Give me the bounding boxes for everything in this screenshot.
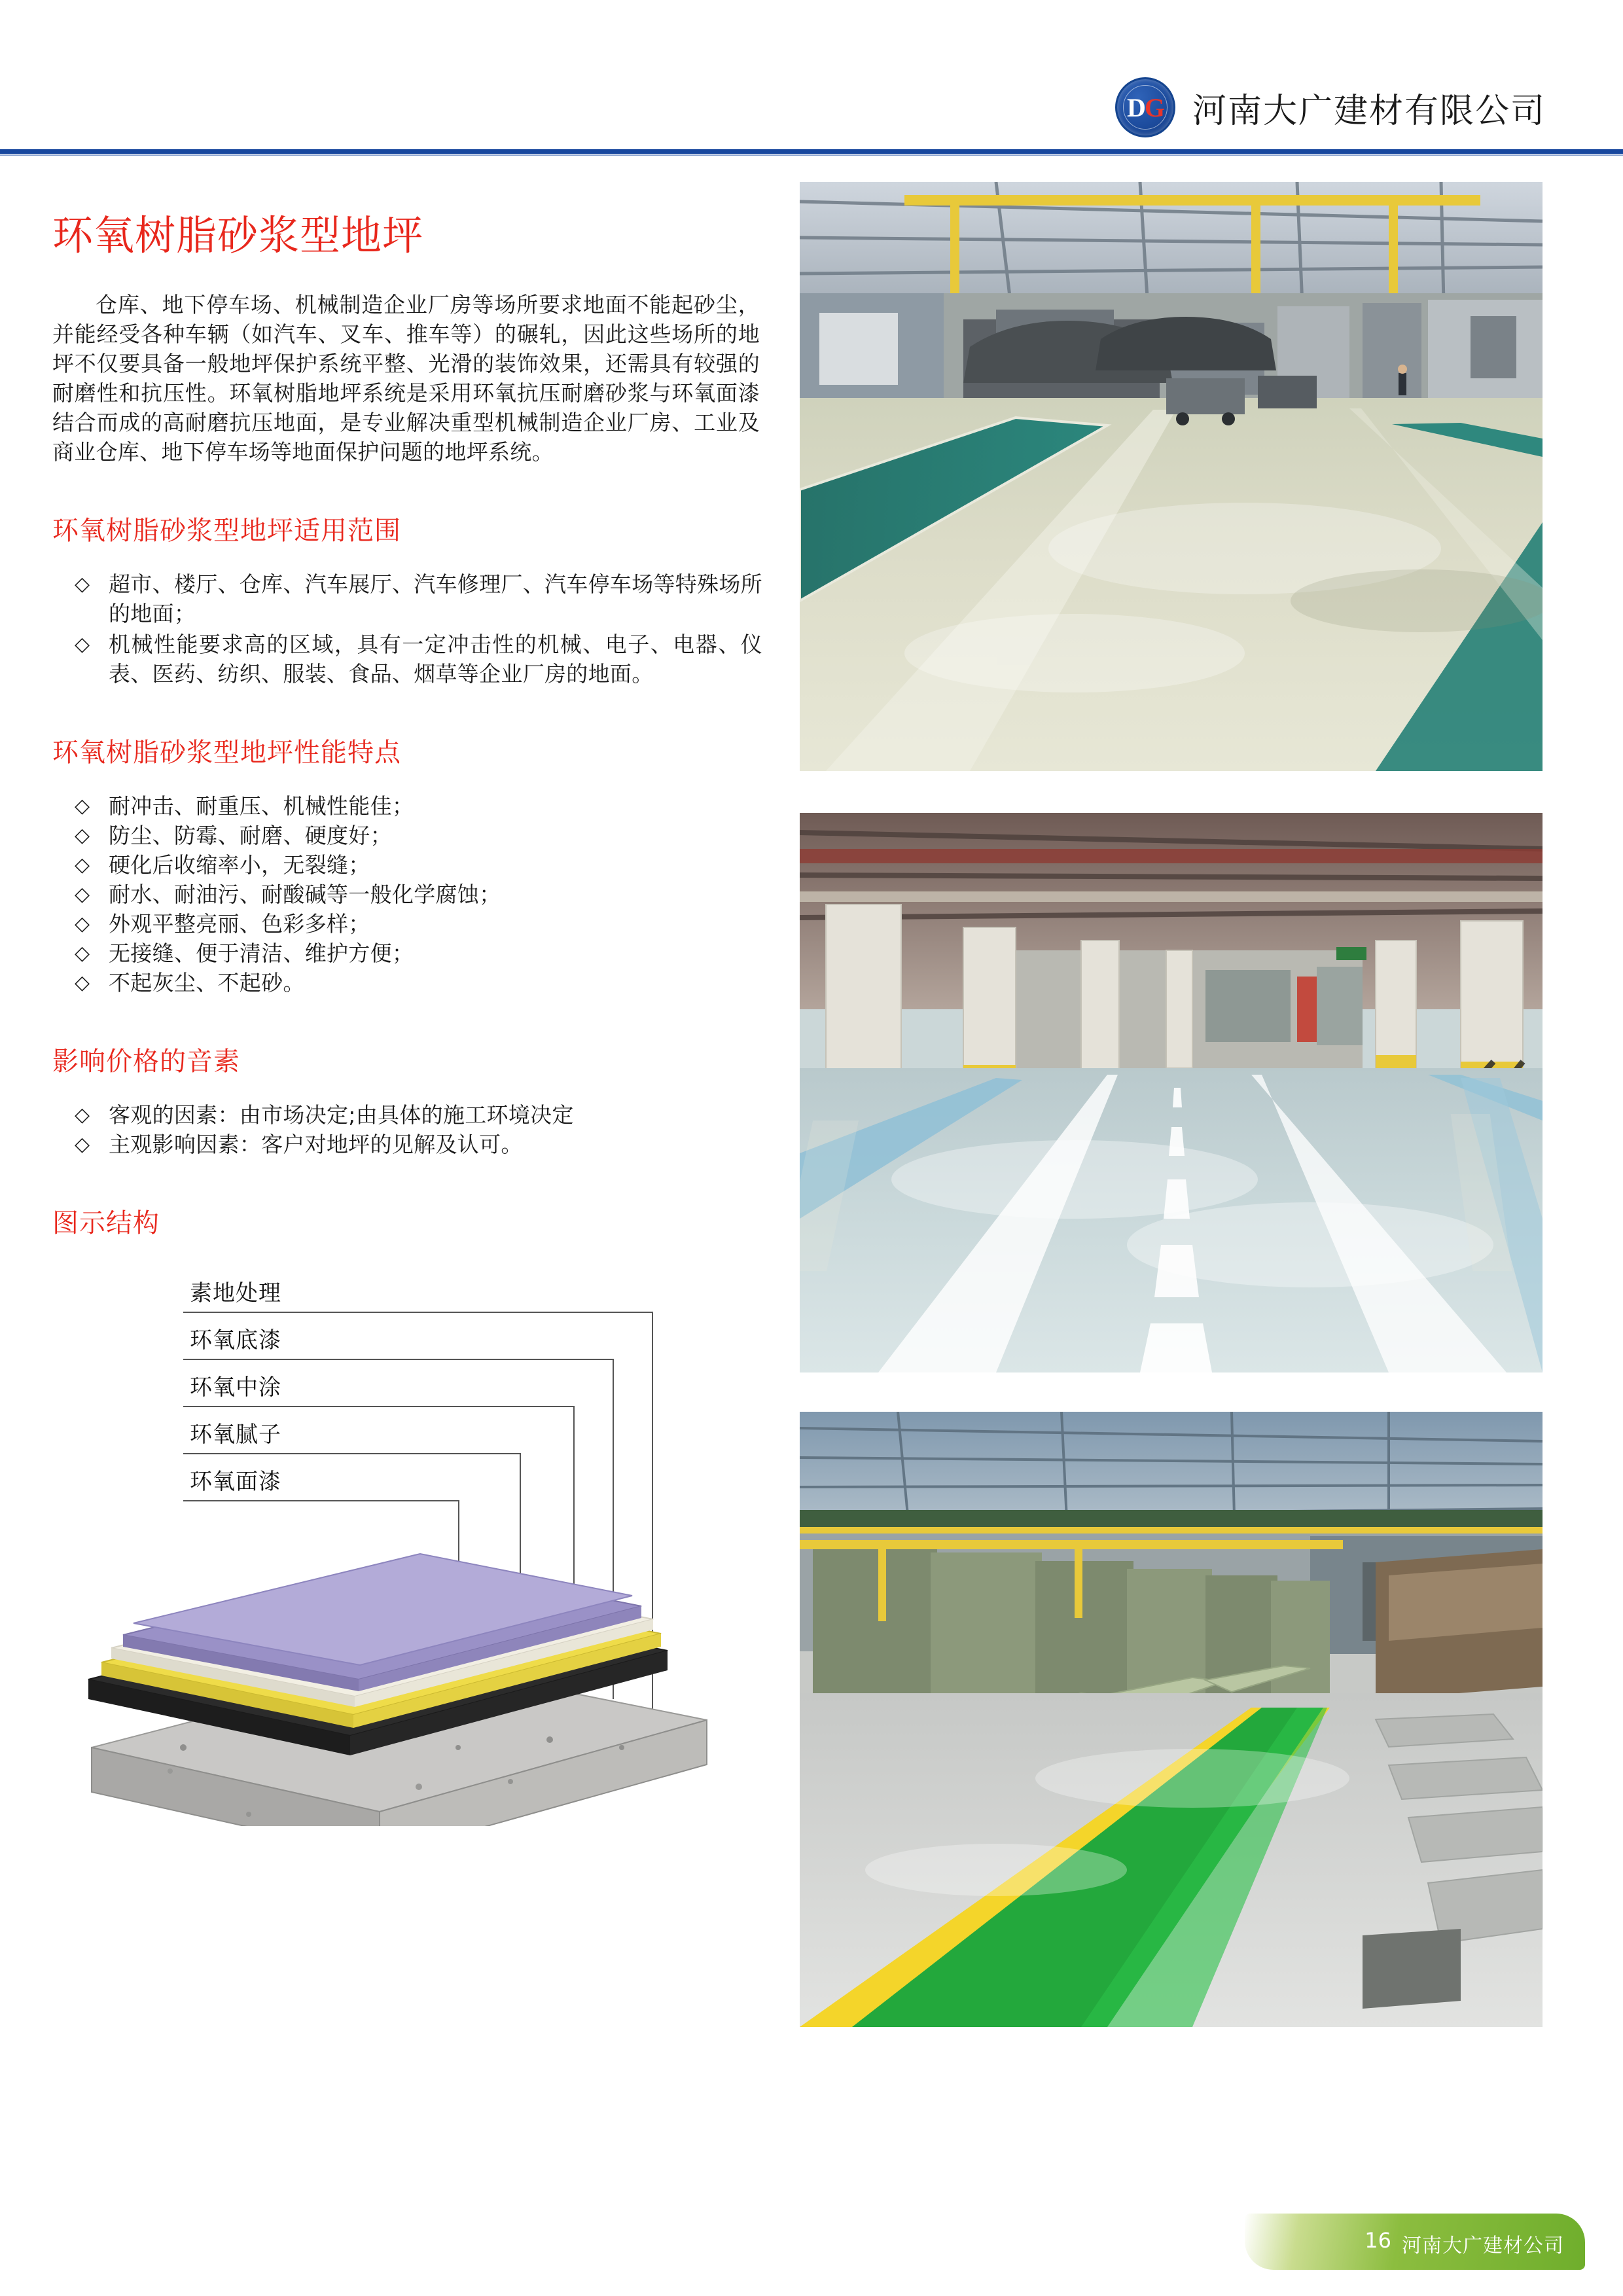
intro-paragraph: 仓库、地下停车场、机械制造企业厂房等场所要求地面不能起砂尘，并能经受各种车辆（如汽车、叉车、推车等）的碾轧，因此这些场所的地坪不仅要具备一般地坪保护系统平整、光滑的装饰效果，还需具有较强的耐磨性和抗压性。环氧树脂地坪系统是采用环氧抗压耐磨砂浆与环氧面漆结合而成的高耐磨抗压地面，是专业解决重型机械制造企业厂房、工业及商业仓库、地下停车场等地面保护问题的地坪系统。 bbox=[52, 292, 760, 465]
header-divider bbox=[0, 149, 1623, 154]
diagram-label-putty: 环氧腻子 bbox=[190, 1422, 281, 1448]
diamond-bullet-icon: ◇ bbox=[75, 795, 90, 817]
list-item bbox=[75, 939, 762, 968]
logo-glyph-g: G bbox=[1144, 92, 1164, 122]
list-item bbox=[75, 909, 762, 939]
leader-underline-1 bbox=[183, 1312, 353, 1313]
list-item bbox=[75, 630, 762, 689]
section-heading-price-factors: 影响价格的音素 bbox=[52, 1047, 240, 1077]
list-item-label: 超市、楼厅、仓库、汽车展厅、汽车修理厂、汽车停车场等特殊场所的地面； bbox=[109, 571, 762, 626]
diamond-bullet-icon: ◇ bbox=[75, 912, 90, 935]
leader-line-3 bbox=[352, 1406, 575, 1407]
diamond-bullet-icon: ◇ bbox=[75, 573, 90, 596]
leader-underline-5 bbox=[183, 1500, 353, 1501]
diamond-bullet-icon: ◇ bbox=[75, 971, 90, 994]
layer-structure-diagram bbox=[52, 1270, 785, 1820]
diagram-label-topcoat: 环氧面漆 bbox=[190, 1469, 281, 1495]
page-title: 环氧树脂砂浆型地坪 bbox=[52, 211, 424, 259]
photo-underground-parking-floor bbox=[800, 813, 1543, 1372]
list-item bbox=[75, 791, 762, 821]
list-item bbox=[75, 880, 762, 909]
list-item-label: 不起灰尘、不起砂。 bbox=[109, 970, 305, 996]
content-column bbox=[52, 203, 789, 1820]
leader-line-4 bbox=[352, 1453, 521, 1454]
section-heading-scope: 环氧树脂砂浆型地坪适用范围 bbox=[52, 516, 401, 546]
list-item bbox=[75, 821, 762, 850]
header-divider-secondary bbox=[0, 154, 1623, 156]
page-header bbox=[0, 0, 1623, 152]
leader-underline-4 bbox=[183, 1453, 353, 1454]
list-item bbox=[75, 1130, 762, 1159]
leader-underline-2 bbox=[183, 1359, 353, 1360]
diagram-label-midcoat: 环氧中涂 bbox=[190, 1374, 281, 1401]
section-heading-structure: 图示结构 bbox=[52, 1208, 160, 1238]
leader-line-5 bbox=[352, 1500, 459, 1501]
page-number: 16 bbox=[1364, 2228, 1391, 2253]
header-brand bbox=[1115, 77, 1546, 137]
list-item bbox=[75, 1100, 762, 1130]
features-list bbox=[52, 791, 789, 997]
leader-line-2 bbox=[352, 1359, 614, 1360]
list-item bbox=[75, 569, 762, 628]
list-item-label: 耐水、耐油污、耐酸碱等一般化学腐蚀； bbox=[109, 882, 501, 907]
list-item-label: 外观平整亮丽、色彩多样； bbox=[109, 911, 370, 937]
diagram-label-substrate: 素地处理 bbox=[190, 1280, 281, 1306]
diagram-label-group bbox=[190, 1270, 281, 1505]
footer-badge bbox=[1245, 2214, 1585, 2270]
list-item-label: 硬化后收缩率小，无裂缝； bbox=[109, 852, 370, 878]
leader-underline-3 bbox=[183, 1406, 353, 1407]
logo-glyph: DG bbox=[1126, 92, 1164, 122]
diamond-bullet-icon: ◇ bbox=[75, 824, 90, 847]
list-item-label: 客观的因素：由市场决定;由具体的施工环境决定 bbox=[109, 1102, 574, 1128]
list-item bbox=[75, 850, 762, 880]
company-name: 河南大广建材有限公司 bbox=[1192, 91, 1546, 131]
diamond-bullet-icon: ◇ bbox=[75, 942, 90, 965]
company-logo-icon bbox=[1115, 77, 1175, 137]
diamond-bullet-icon: ◇ bbox=[75, 1103, 90, 1126]
list-item-label: 防尘、防霉、耐磨、硬度好； bbox=[109, 823, 392, 848]
list-item-label: 主观影响因素：客户对地坪的见解及认可。 bbox=[109, 1132, 523, 1157]
leader-line-1 bbox=[352, 1312, 653, 1313]
list-item-label: 耐冲击、耐重压、机械性能佳； bbox=[109, 793, 414, 819]
diamond-bullet-icon: ◇ bbox=[75, 1133, 90, 1156]
photo-automotive-plant-floor bbox=[800, 182, 1543, 771]
layer-stack-illustration bbox=[52, 1551, 785, 1826]
list-item bbox=[75, 968, 762, 997]
list-item-label: 机械性能要求高的区域，具有一定冲击性的机械、电子、电器、仪表、医药、纺织、服装、食品、烟草等企业厂房的地面。 bbox=[109, 632, 762, 687]
footer-company-name: 河南大广建材公司 bbox=[1402, 2234, 1564, 2257]
section-heading-features: 环氧树脂砂浆型地坪性能特点 bbox=[52, 738, 401, 768]
scope-list bbox=[52, 569, 789, 689]
list-item-label: 无接缝、便于清洁、维护方便； bbox=[109, 941, 414, 966]
price-factors-list bbox=[52, 1100, 789, 1159]
diagram-label-primer: 环氧底漆 bbox=[190, 1327, 281, 1354]
diamond-bullet-icon: ◇ bbox=[75, 633, 90, 656]
diamond-bullet-icon: ◇ bbox=[75, 883, 90, 906]
photo-heavy-machinery-workshop-floor bbox=[800, 1412, 1543, 2027]
diamond-bullet-icon: ◇ bbox=[75, 853, 90, 876]
